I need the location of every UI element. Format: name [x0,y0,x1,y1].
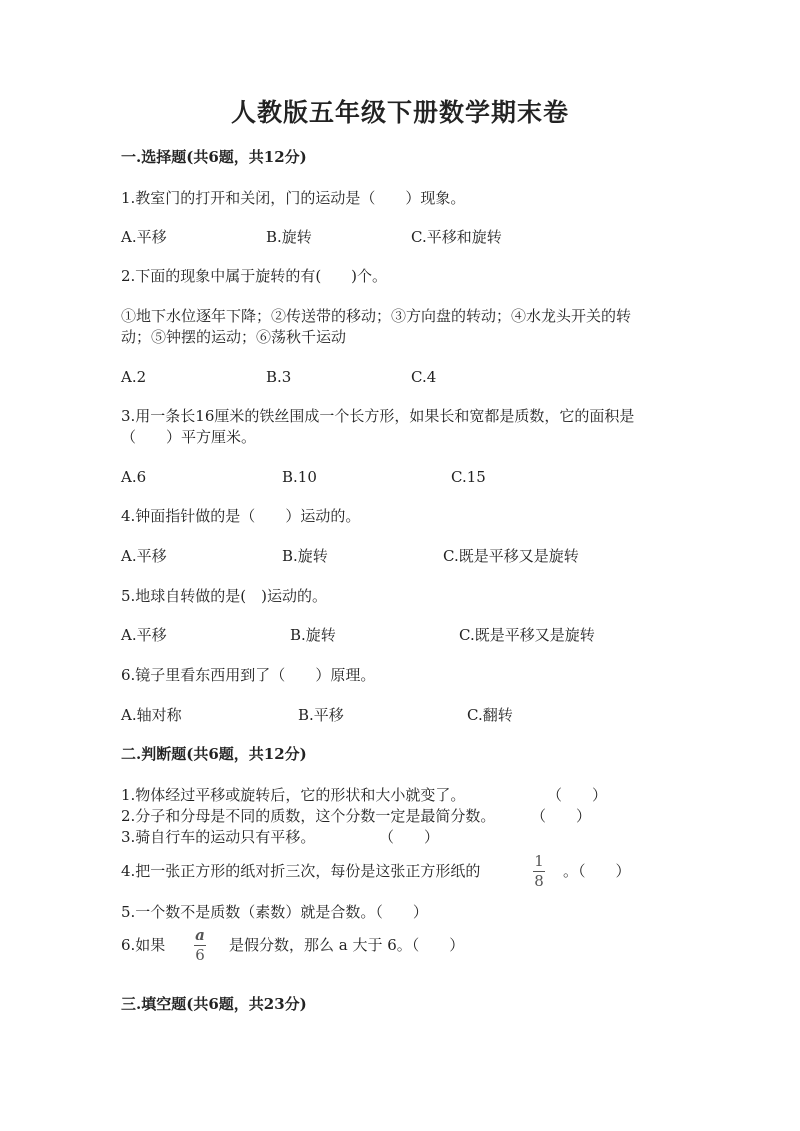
question-1-option-a: A.平移 [121,228,167,246]
page-title: 人教版五年级下册数学期末卷 [230,98,569,127]
judge-3-text: 3.骑自行车的运动只有平移。 [121,828,316,846]
section-2-heading: 二.判断题(共6题，共12分) [121,745,307,763]
question-4-stem: 4.钟面指针做的是（ ）运动的。 [121,507,361,525]
judge-4-text: 4.把一张正方形的纸对折三次，每份是这张正方形纸的 [121,862,481,880]
question-3-line-2: （ ）平方厘米。 [121,428,257,446]
question-6-option-b: B.平移 [298,706,344,724]
fraction-denominator: 8 [534,872,544,890]
judge-1-blank: （ ） [547,786,608,804]
question-2-line-1: ①地下水位逐年下降；②传送带的移动；③方向盘的转动；④水龙头开关的转 [121,307,632,325]
fraction-numerator: a [195,926,205,944]
question-4-option-c: C.既是平移又是旋转 [443,547,579,565]
fraction-one-eighth [531,853,547,890]
question-3-option-b: B.10 [282,468,317,486]
section-3-heading: 三.填空题(共6题，共23分) [121,995,307,1013]
question-2-stem: 2.下面的现象中属于旋转的有( )个。 [121,267,388,285]
question-2-line-2: 动；⑤钟摆的运动；⑥荡秋千运动 [121,328,347,346]
question-1-stem: 1.教室门的打开和关闭，门的运动是（ ）现象。 [121,189,466,207]
question-3-option-c: C.15 [451,468,486,486]
question-5-option-c: C.既是平移又是旋转 [459,626,595,644]
judge-3-blank: （ ） [379,828,440,846]
section-1-heading: 一.选择题(共6题，共12分) [121,148,307,166]
question-2-option-c: C.4 [411,368,437,386]
fraction-a-over-6 [192,927,208,964]
question-5-option-a: A.平移 [121,626,167,644]
judge-4-tail: 。（ ） [563,862,631,880]
fraction-denominator: 6 [195,946,205,964]
question-2-option-a: A.2 [121,368,147,386]
question-1-option-b: B.旋转 [266,228,312,246]
judge-2-blank: （ ） [531,807,592,825]
question-6-stem: 6.镜子里看东西用到了（ ）原理。 [121,666,376,684]
question-2-option-b: B.3 [266,368,292,386]
fraction-numerator: 1 [534,852,544,870]
judge-6-tail: 是假分数，那么 a 大于 6。（ ） [229,936,465,954]
judge-2-text: 2.分子和分母是不同的质数，这个分数一定是最简分数。 [121,807,496,825]
judge-1-text: 1.物体经过平移或旋转后，它的形状和大小就变了。 [121,786,466,804]
question-6-option-c: C.翻转 [467,706,513,724]
question-5-stem: 5.地球自转做的是( )运动的。 [121,587,328,605]
question-3-option-a: A.6 [121,468,147,486]
question-4-option-b: B.旋转 [282,547,328,565]
judge-6-text: 6.如果 [121,936,166,954]
judge-5-text: 5.一个数不是质数（素数）就是合数。（ ） [121,903,428,921]
question-6-option-a: A.轴对称 [121,706,182,724]
question-5-option-b: B.旋转 [290,626,336,644]
question-4-option-a: A.平移 [121,547,167,565]
question-3-line-1: 3.用一条长16厘米的铁丝围成一个长方形，如果长和宽都是质数，它的面积是 [121,407,635,425]
question-1-option-c: C.平移和旋转 [411,228,502,246]
